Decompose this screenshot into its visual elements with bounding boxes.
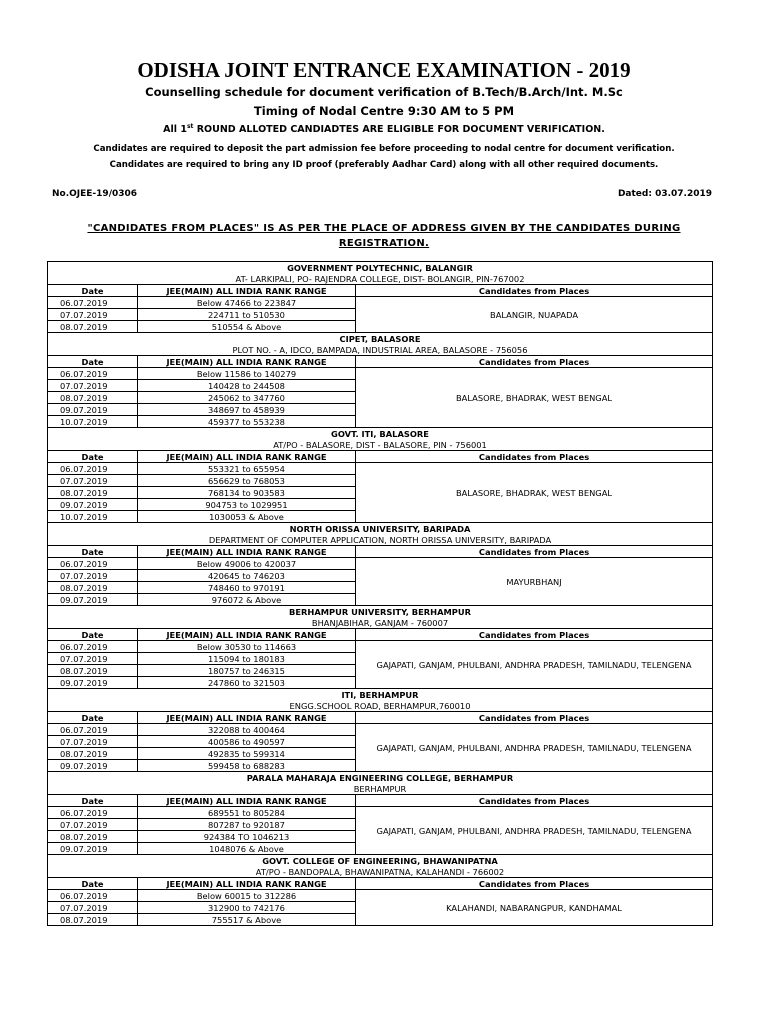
date-cell: 08.07.2019	[48, 665, 138, 677]
date-cell: 08.07.2019	[48, 582, 138, 594]
centre-address: AT- LARKIPALI, PO- RAJENDRA COLLEGE, DIST- BOLANGIR, PIN-767002	[48, 273, 713, 285]
rank-range-cell: 224711 to 510530	[138, 309, 356, 321]
rank-range-cell: Below 11586 to 140279	[138, 368, 356, 380]
places-column-header: Candidates from Places	[356, 546, 713, 558]
places-cell: BALANGIR, NUAPADA	[356, 297, 713, 333]
centre-name-row	[48, 689, 713, 701]
date-cell: 08.07.2019	[48, 831, 138, 843]
date-cell: 08.07.2019	[48, 392, 138, 404]
date-cell: 08.07.2019	[48, 487, 138, 499]
date-cell: 08.07.2019	[48, 748, 138, 760]
places-cell: GAJAPATI, GANJAM, PHULBANI, ANDHRA PRADESH, TAMILNADU, TELENGENA	[356, 724, 713, 772]
date-cell: 09.07.2019	[48, 843, 138, 855]
date-cell: 06.07.2019	[48, 297, 138, 309]
centre-name: GOVERNMENT POLYTECHNIC, BALANGIR	[48, 262, 713, 274]
centre-name-row	[48, 606, 713, 618]
date-column-header: Date	[48, 546, 138, 558]
date-cell: 09.07.2019	[48, 499, 138, 511]
table-row	[48, 558, 713, 570]
centre-name-row	[48, 855, 713, 867]
date-cell: 09.07.2019	[48, 404, 138, 416]
rank-range-cell: 115094 to 180183	[138, 653, 356, 665]
rank-range-cell: 459377 to 553238	[138, 416, 356, 428]
date-cell: 08.07.2019	[48, 914, 138, 926]
centre-address: DEPARTMENT OF COMPUTER APPLICATION, NORTH ORISSA UNIVERSITY, BARIPADA	[48, 534, 713, 546]
rank-range-cell: 755517 & Above	[138, 914, 356, 926]
centre-address-row	[48, 700, 713, 712]
rank-range-cell: 1048076 & Above	[138, 843, 356, 855]
rank-range-cell: 510554 & Above	[138, 321, 356, 333]
date-cell: 10.07.2019	[48, 416, 138, 428]
centre-address-row	[48, 783, 713, 795]
centre-address: BHANJABIHAR, GANJAM - 760007	[48, 617, 713, 629]
table-row	[48, 297, 713, 309]
note-id-proof: Candidates are required to bring any ID proof (preferably Aadhar Card) along with all other required documents.	[109, 160, 659, 170]
rank-column-header: JEE(MAIN) ALL INDIA RANK RANGE	[138, 795, 356, 807]
rank-range-cell: Below 60015 to 312286	[138, 890, 356, 902]
centre-name: GOVT. COLLEGE OF ENGINEERING, BHAWANIPATNA	[48, 855, 713, 867]
date-cell: 07.07.2019	[48, 380, 138, 392]
date-cell: 07.07.2019	[48, 819, 138, 831]
rank-column-header: JEE(MAIN) ALL INDIA RANK RANGE	[138, 285, 356, 297]
rank-range-cell: 689551 to 805284	[138, 807, 356, 819]
date-cell: 09.07.2019	[48, 677, 138, 689]
date-cell: 06.07.2019	[48, 807, 138, 819]
schedule-body	[48, 262, 713, 926]
column-header-row	[48, 285, 713, 297]
rank-range-cell: 748460 to 970191	[138, 582, 356, 594]
centre-address-row	[48, 273, 713, 285]
rank-range-cell: 247860 to 321503	[138, 677, 356, 689]
rank-column-header: JEE(MAIN) ALL INDIA RANK RANGE	[138, 878, 356, 890]
places-cell: GAJAPATI, GANJAM, PHULBANI, ANDHRA PRADESH, TAMILNADU, TELENGENA	[356, 807, 713, 855]
places-column-header: Candidates from Places	[356, 878, 713, 890]
schedule-table	[47, 261, 713, 926]
date-column-header: Date	[48, 285, 138, 297]
centre-name: ITI, BERHAMPUR	[48, 689, 713, 701]
date-cell: 07.07.2019	[48, 309, 138, 321]
rank-column-header: JEE(MAIN) ALL INDIA RANK RANGE	[138, 356, 356, 368]
date-column-header: Date	[48, 451, 138, 463]
reference-number: No.OJEE-19/0306	[52, 189, 138, 199]
rank-column-header: JEE(MAIN) ALL INDIA RANK RANGE	[138, 712, 356, 724]
centre-name-row	[48, 262, 713, 274]
eligibility-post: ROUND ALLOTED CANDIADTES ARE ELIGIBLE FOR DOCUMENT VERIFICATION.	[193, 124, 605, 136]
column-header-row	[48, 451, 713, 463]
column-header-row	[48, 356, 713, 368]
rank-range-cell: 322088 to 400464	[138, 724, 356, 736]
centre-name: PARALA MAHARAJA ENGINEERING COLLEGE, BERHAMPUR	[48, 772, 713, 784]
centre-address: BERHAMPUR	[48, 783, 713, 795]
rank-range-cell: 348697 to 458939	[138, 404, 356, 416]
centre-name-row	[48, 333, 713, 345]
table-row	[48, 807, 713, 819]
column-header-row	[48, 629, 713, 641]
places-notice: "CANDIDATES FROM PLACES" IS AS PER THE PLACE OF ADDRESS GIVEN BY THE CANDIDATES DURING REGISTRATION.	[87, 223, 681, 249]
timing-line: Timing of Nodal Centre 9:30 AM to 5 PM	[253, 104, 515, 118]
centre-name: CIPET, BALASORE	[48, 333, 713, 345]
date-cell: 08.07.2019	[48, 321, 138, 333]
rank-range-cell: 1030053 & Above	[138, 511, 356, 523]
centre-name-row	[48, 428, 713, 440]
date-cell: 06.07.2019	[48, 724, 138, 736]
rank-range-cell: 420645 to 746203	[138, 570, 356, 582]
column-header-row	[48, 546, 713, 558]
date-cell: 06.07.2019	[48, 890, 138, 902]
places-column-header: Candidates from Places	[356, 712, 713, 724]
rank-range-cell: 180757 to 246315	[138, 665, 356, 677]
note-fee: Candidates are required to deposit the part admission fee before proceeding to nodal centre for document verification.	[93, 144, 675, 154]
rank-range-cell: Below 49006 to 420037	[138, 558, 356, 570]
date-column-header: Date	[48, 795, 138, 807]
places-cell: MAYURBHANJ	[356, 558, 713, 606]
rank-column-header: JEE(MAIN) ALL INDIA RANK RANGE	[138, 451, 356, 463]
rank-range-cell: 768134 to 903583	[138, 487, 356, 499]
centre-name-row	[48, 772, 713, 784]
centre-address-row	[48, 866, 713, 878]
places-column-header: Candidates from Places	[356, 451, 713, 463]
date-cell: 07.07.2019	[48, 570, 138, 582]
centre-name: BERHAMPUR UNIVERSITY, BERHAMPUR	[48, 606, 713, 618]
centre-address: PLOT NO. - A, IDCO, BAMPADA, INDUSTRIAL AREA, BALASORE - 756056	[48, 344, 713, 356]
rank-range-cell: 656629 to 768053	[138, 475, 356, 487]
centre-address-row	[48, 439, 713, 451]
places-column-header: Candidates from Places	[356, 356, 713, 368]
table-row	[48, 641, 713, 653]
date-cell: 09.07.2019	[48, 594, 138, 606]
rank-range-cell: Below 47466 to 223847	[138, 297, 356, 309]
centre-address: AT/PO - BALASORE, DIST - BALASORE, PIN - 756001	[48, 439, 713, 451]
date-column-header: Date	[48, 712, 138, 724]
page-title: ODISHA JOINT ENTRANCE EXAMINATION - 2019	[137, 58, 631, 82]
column-header-row	[48, 878, 713, 890]
rank-column-header: JEE(MAIN) ALL INDIA RANK RANGE	[138, 546, 356, 558]
places-column-header: Candidates from Places	[356, 285, 713, 297]
rank-range-cell: 245062 to 347760	[138, 392, 356, 404]
subtitle: Counselling schedule for document verification of B.Tech/B.Arch/Int. M.Sc	[145, 85, 623, 99]
places-column-header: Candidates from Places	[356, 629, 713, 641]
table-row	[48, 890, 713, 902]
date-cell: 06.07.2019	[48, 558, 138, 570]
centre-address-row	[48, 617, 713, 629]
centre-address: AT/PO - BANDOPALA, BHAWANIPATNA, KALAHANDI - 766002	[48, 866, 713, 878]
date-cell: 09.07.2019	[48, 760, 138, 772]
date-cell: 06.07.2019	[48, 368, 138, 380]
rank-range-cell: 807287 to 920187	[138, 819, 356, 831]
date-column-header: Date	[48, 878, 138, 890]
table-row	[48, 463, 713, 475]
centre-address: ENGG.SCHOOL ROAD, BERHAMPUR,760010	[48, 700, 713, 712]
column-header-row	[48, 795, 713, 807]
table-row	[48, 724, 713, 736]
date-column-header: Date	[48, 629, 138, 641]
centre-name-row	[48, 523, 713, 535]
places-column-header: Candidates from Places	[356, 795, 713, 807]
date-cell: 07.07.2019	[48, 736, 138, 748]
date-cell: 06.07.2019	[48, 641, 138, 653]
centre-address-row	[48, 534, 713, 546]
rank-range-cell: 140428 to 244508	[138, 380, 356, 392]
eligibility-sup: st	[186, 123, 194, 130]
rank-range-cell: 553321 to 655954	[138, 463, 356, 475]
rank-range-cell: Below 30530 to 114663	[138, 641, 356, 653]
centre-address-row	[48, 344, 713, 356]
centre-name: GOVT. ITI, BALASORE	[48, 428, 713, 440]
places-cell: KALAHANDI, NABARANGPUR, KANDHAMAL	[356, 890, 713, 926]
date-column-header: Date	[48, 356, 138, 368]
date-cell: 07.07.2019	[48, 902, 138, 914]
eligibility-line	[0, 123, 768, 135]
date-cell: 10.07.2019	[48, 511, 138, 523]
rank-range-cell: 904753 to 1029951	[138, 499, 356, 511]
date-cell: 06.07.2019	[48, 463, 138, 475]
date-cell: 07.07.2019	[48, 475, 138, 487]
rank-range-cell: 976072 & Above	[138, 594, 356, 606]
date-cell: 07.07.2019	[48, 653, 138, 665]
rank-column-header: JEE(MAIN) ALL INDIA RANK RANGE	[138, 629, 356, 641]
rank-range-cell: 312900 to 742176	[138, 902, 356, 914]
rank-range-cell: 492835 to 599314	[138, 748, 356, 760]
column-header-row	[48, 712, 713, 724]
rank-range-cell: 599458 to 688283	[138, 760, 356, 772]
places-cell: BALASORE, BHADRAK, WEST BENGAL	[356, 463, 713, 523]
eligibility-pre: All 1	[163, 124, 187, 136]
dated: Dated: 03.07.2019	[617, 189, 712, 199]
rank-range-cell: 924384 TO 1046213	[138, 831, 356, 843]
rank-range-cell: 400586 to 490597	[138, 736, 356, 748]
centre-name: NORTH ORISSA UNIVERSITY, BARIPADA	[48, 523, 713, 535]
places-cell: GAJAPATI, GANJAM, PHULBANI, ANDHRA PRADESH, TAMILNADU, TELENGENA	[356, 641, 713, 689]
table-row	[48, 368, 713, 380]
places-cell: BALASORE, BHADRAK, WEST BENGAL	[356, 368, 713, 428]
